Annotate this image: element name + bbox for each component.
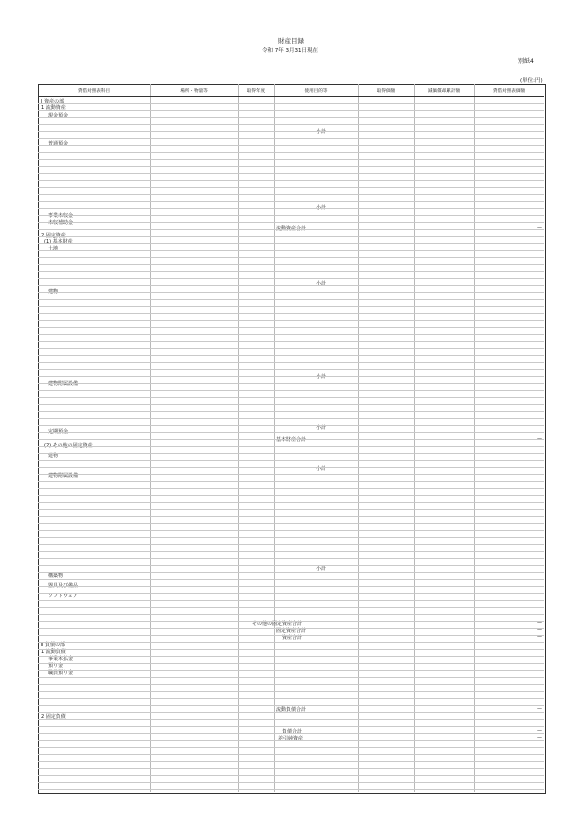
table-row (38, 285, 544, 286)
table-row (38, 663, 544, 664)
total-current-liab-label: 流動負債合計 (276, 707, 307, 713)
table-row (38, 131, 544, 132)
table-row (38, 565, 544, 566)
subtotal-label: 小計 (316, 566, 327, 572)
table-row (38, 187, 544, 188)
table-row (38, 369, 544, 370)
total-basic-property-label: 基本財産合計 (276, 437, 307, 443)
table-row (38, 740, 544, 741)
table-row (38, 397, 544, 398)
table-row (38, 229, 544, 230)
table-row (38, 614, 544, 615)
total-fixed-value: — (537, 627, 542, 633)
table-row (38, 747, 544, 748)
table-row (38, 355, 544, 356)
table-row (38, 208, 544, 209)
table-row (38, 579, 544, 580)
attachment-number: 別紙4 (518, 58, 534, 65)
table-row (38, 481, 544, 482)
col-sep (150, 84, 151, 792)
account-land: 土地 (48, 246, 59, 252)
net-assets-value: — (537, 735, 542, 741)
total-assets-label: 資産合計 (282, 635, 303, 641)
table-row (38, 782, 544, 783)
table-row (38, 509, 544, 510)
total-current-liab-value: — (537, 706, 542, 712)
table-row (38, 264, 544, 265)
table-row (38, 705, 544, 706)
subtotal-label: 小計 (316, 374, 327, 380)
total-other-fixed-label: その他の固定資産合計 (252, 621, 303, 627)
account-deposits-received: 預り金 (48, 663, 64, 669)
table-row (38, 460, 544, 461)
table-row (38, 642, 544, 643)
col-header-location: 場所・物量等 (180, 89, 208, 94)
account-receivable: 事業未収金 (48, 213, 74, 219)
total-other-fixed-value: — (537, 620, 542, 626)
table-row (38, 383, 544, 384)
table-row (38, 467, 544, 468)
subtotal-label: 小計 (316, 281, 327, 287)
table-row (38, 404, 544, 405)
table-row (38, 628, 544, 629)
net-assets-label: 差引純資産 (278, 736, 304, 742)
section-current-liabilities: 1 流動負債 (41, 649, 66, 655)
section-assets: Ⅰ 資産の部 (41, 99, 65, 105)
table-row (38, 348, 544, 349)
table-row (38, 677, 544, 678)
subtotal-label: 小計 (316, 425, 327, 431)
table-row (38, 446, 544, 447)
table-row (38, 726, 544, 727)
section-basic-property: (1) 基本財産 (44, 239, 73, 245)
table-row (38, 362, 544, 363)
table-row (38, 103, 544, 104)
section-current-assets: 1 流動資産 (41, 105, 66, 111)
table-row (38, 334, 544, 335)
table-row (38, 432, 544, 433)
table-row (38, 733, 544, 734)
total-fixed-label: 固定資産合計 (276, 628, 307, 634)
table-row (38, 236, 544, 237)
table-row (38, 341, 544, 342)
col-header-cost: 取得価額 (376, 89, 396, 94)
table-row (38, 243, 544, 244)
table-row (38, 761, 544, 762)
table-row (38, 712, 544, 713)
col-sep (274, 84, 275, 792)
table-row (38, 684, 544, 685)
table-row (38, 215, 544, 216)
table-row (38, 502, 544, 503)
table-row (38, 278, 544, 279)
total-basic-property-value: — (537, 436, 542, 442)
table-row (38, 516, 544, 517)
table-row (38, 201, 544, 202)
table-row (38, 138, 544, 139)
col-header-depreciation: 減価償却累計額 (427, 89, 461, 94)
total-current-assets-value: — (537, 225, 542, 231)
table-row (38, 145, 544, 146)
subtotal-label: 小計 (316, 205, 327, 211)
col-sep (474, 84, 475, 792)
table-row (38, 768, 544, 769)
table-row (38, 789, 544, 790)
table-row (38, 775, 544, 776)
table-row (38, 166, 544, 167)
document-title: 財産目録 (278, 37, 304, 45)
table-row (38, 173, 544, 174)
account-other-building: 建物 (48, 453, 59, 459)
table-row (38, 691, 544, 692)
total-assets-value: — (537, 634, 542, 640)
table-row (38, 110, 544, 111)
section-fixed-liabilities: 2 固定負債 (41, 714, 66, 720)
table-row (38, 271, 544, 272)
col-sep (238, 84, 239, 792)
table-row (38, 621, 544, 622)
table-row (38, 551, 544, 552)
table-row (38, 320, 544, 321)
table-row (38, 439, 544, 440)
account-subsidy-receivable: 未収補助金 (48, 220, 74, 226)
table-row (38, 306, 544, 307)
col-header-bookvalue: 貸借対照表価額 (492, 89, 526, 94)
table-row (38, 250, 544, 251)
table-row (38, 222, 544, 223)
account-staff-deposits: 職員預り金 (48, 670, 74, 676)
table-row (38, 586, 544, 587)
table-row (38, 754, 544, 755)
total-liab-value: — (537, 728, 542, 734)
table-row (38, 390, 544, 391)
table-row (38, 194, 544, 195)
table-row (38, 257, 544, 258)
account-time-deposit: 定期預金 (48, 429, 69, 435)
table-row (38, 607, 544, 608)
col-header-purpose: 使用目的等 (304, 89, 328, 94)
account-building-equipment: 建物附属設備 (48, 381, 79, 387)
table-row (38, 600, 544, 601)
table-row (38, 313, 544, 314)
table-row (38, 180, 544, 181)
table-row (38, 698, 544, 699)
table-row (38, 159, 544, 160)
table-row (38, 530, 544, 531)
table-row (38, 292, 544, 293)
header-divider (38, 96, 544, 97)
table-row (38, 558, 544, 559)
account-payable: 事業未払金 (48, 656, 74, 662)
section-other-fixed: (2) その他の固定資産 (44, 443, 93, 449)
account-structures: 構築物 (48, 573, 64, 579)
section-fixed-assets: 2 固定資産 (41, 233, 66, 239)
table-row (38, 719, 544, 720)
account-software: ソフトウェア (48, 593, 78, 599)
table-row (38, 635, 544, 636)
table-row (38, 649, 544, 650)
section-liabilities: Ⅱ 負債の部 (41, 642, 66, 648)
col-header-account: 貸借対照表科目 (77, 89, 111, 94)
total-liab-label: 負債合計 (282, 729, 303, 735)
subtotal-label: 小計 (316, 466, 327, 472)
table-row (38, 474, 544, 475)
table-row (38, 523, 544, 524)
table-row (38, 453, 544, 454)
table-row (38, 124, 544, 125)
subtotal-label: 小計 (316, 129, 327, 135)
table-row (38, 670, 544, 671)
table-row (38, 544, 544, 545)
table-row (38, 495, 544, 496)
account-other-equipment: 建物附属設備 (48, 473, 79, 479)
table-row (38, 327, 544, 328)
account-building: 建物 (48, 289, 59, 295)
table-row (38, 537, 544, 538)
table-row (38, 425, 544, 426)
table-row (38, 572, 544, 573)
table-row (38, 376, 544, 377)
table-row (38, 593, 544, 594)
table-row (38, 411, 544, 412)
col-sep (358, 84, 359, 792)
table-row (38, 117, 544, 118)
table-row (38, 152, 544, 153)
unit-label: (単位:円) (520, 78, 543, 84)
account-cash: 現金預金 (48, 113, 69, 119)
col-sep (414, 84, 415, 792)
table-row (38, 299, 544, 300)
col-header-year: 取得年度 (246, 89, 266, 94)
table-row (38, 488, 544, 489)
account-deposit: 普通預金 (48, 141, 69, 147)
table-row (38, 656, 544, 657)
account-furniture: 器具及び備品 (48, 583, 79, 589)
document-date: 令和 7年 3月31日現在 (262, 48, 318, 54)
total-current-assets-label: 流動資産合計 (276, 226, 307, 232)
table-row (38, 418, 544, 419)
